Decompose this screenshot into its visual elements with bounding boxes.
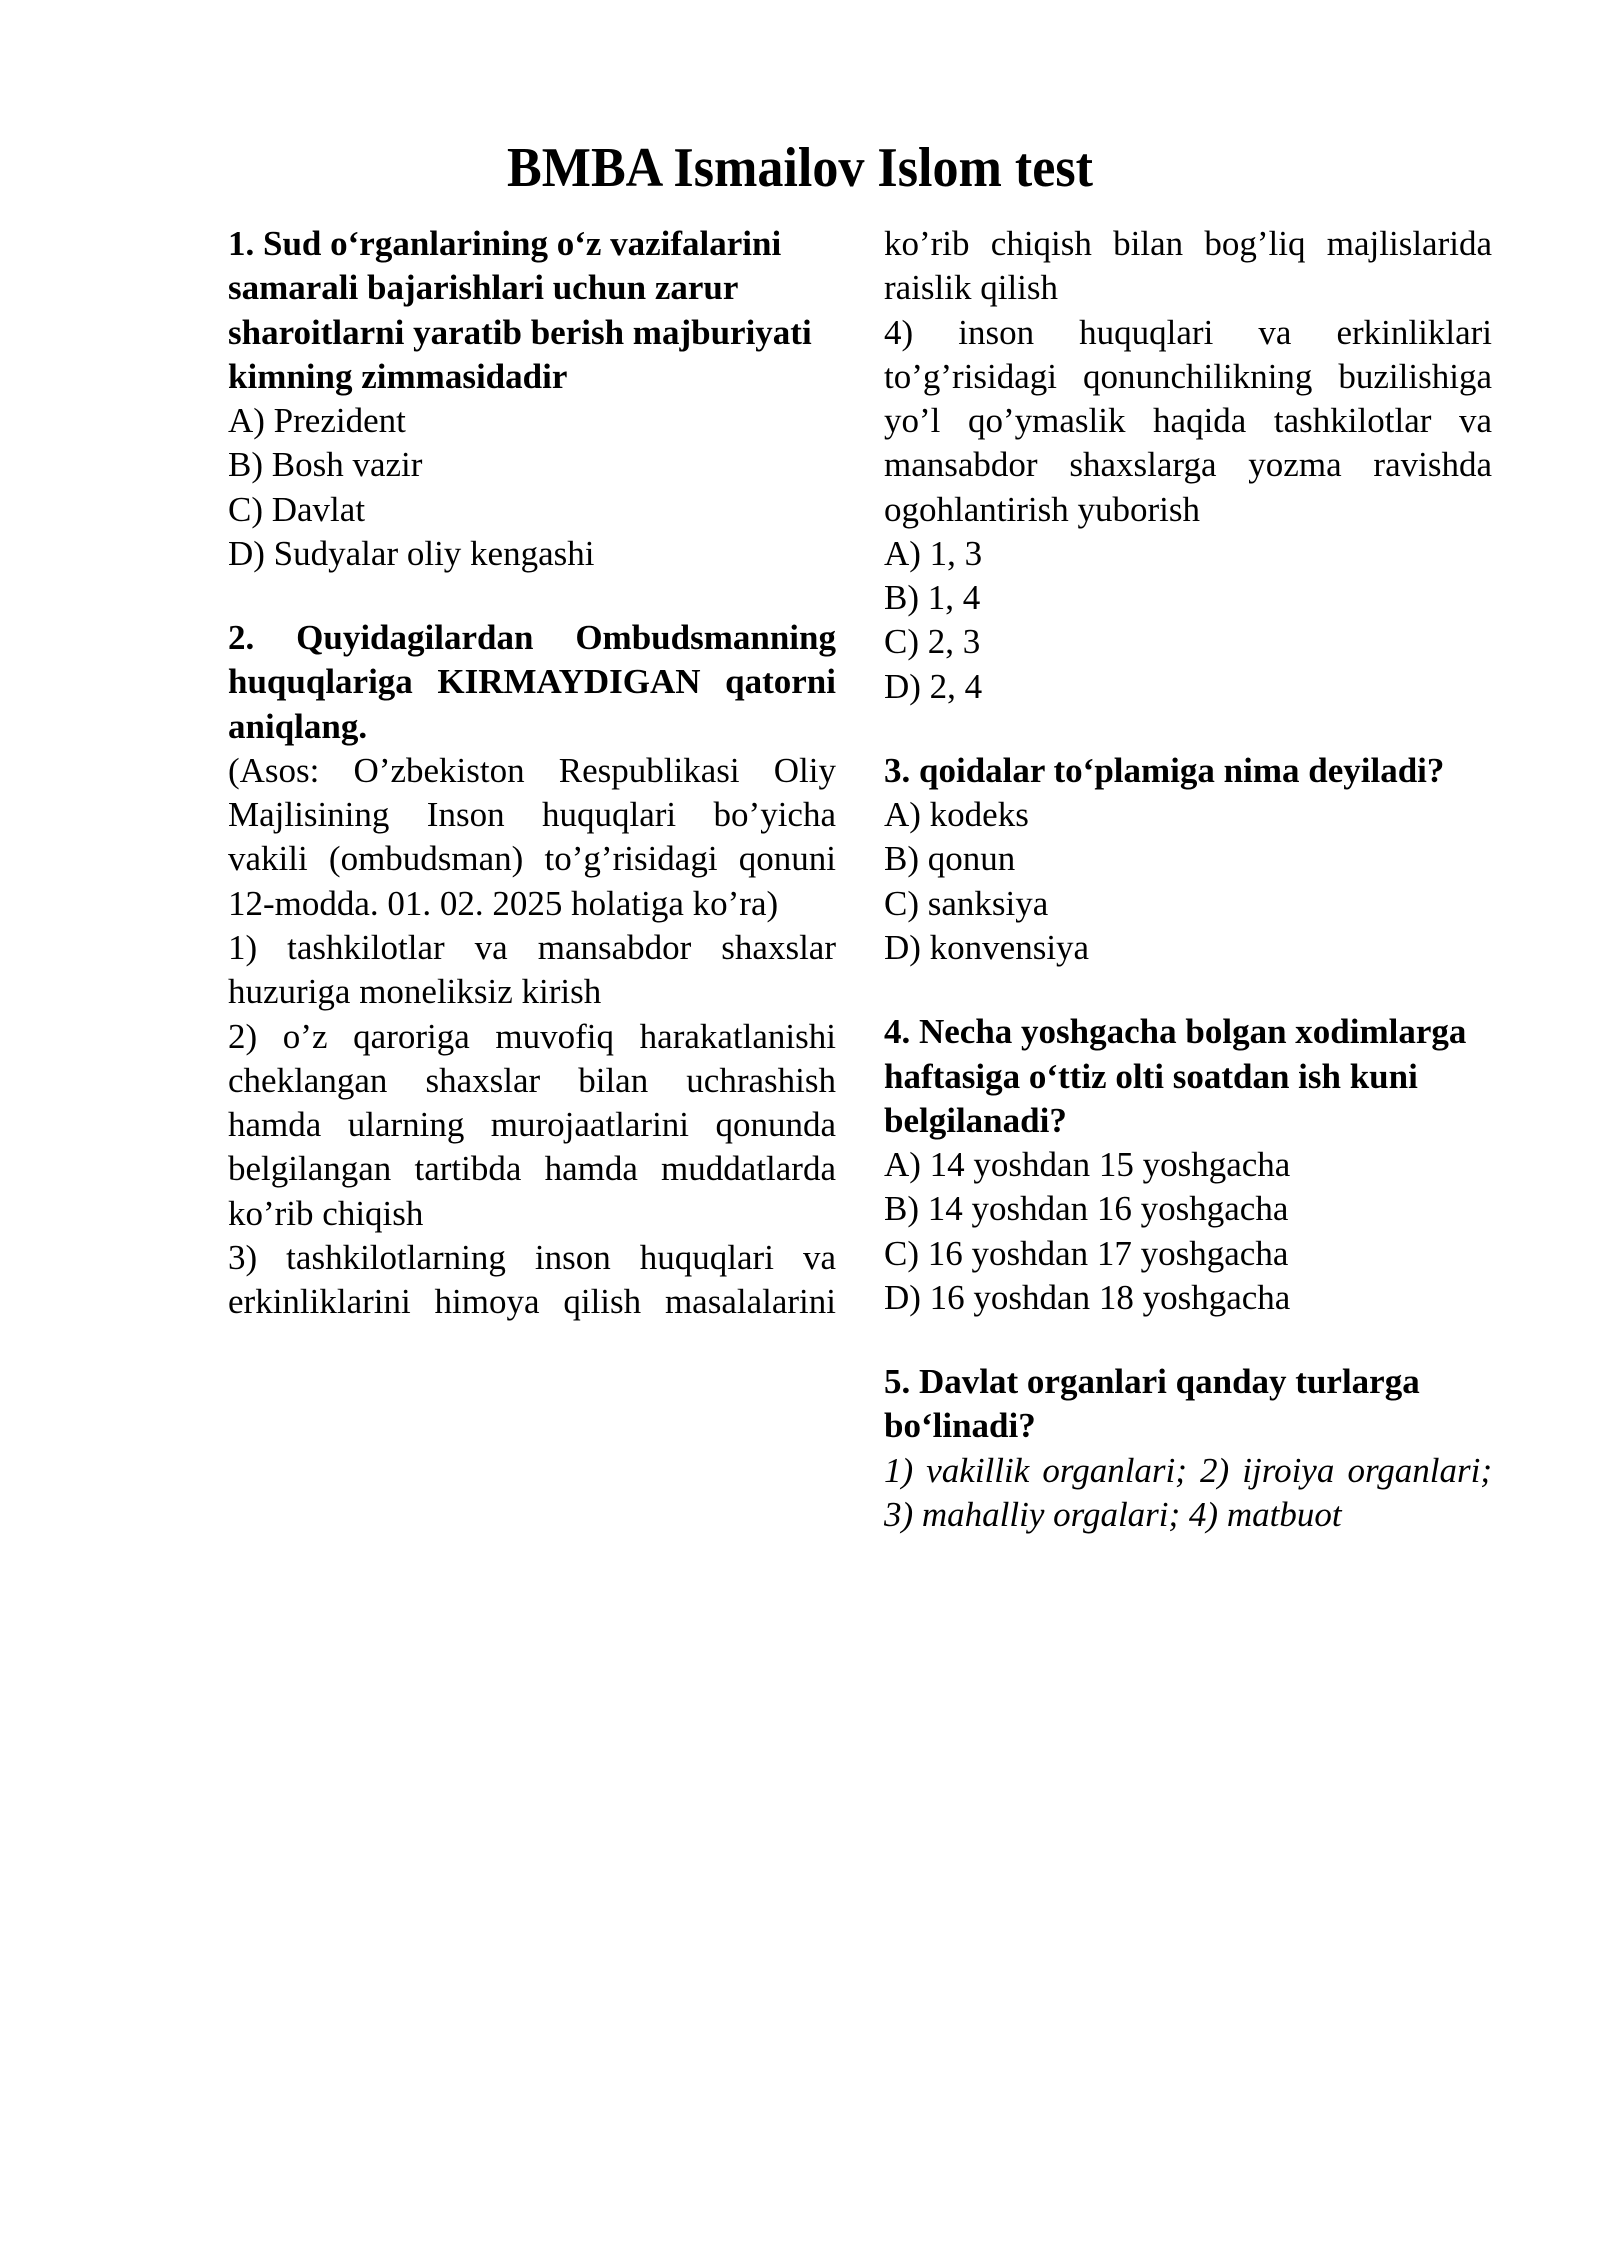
spacer	[884, 1320, 1492, 1360]
question-4-stem: 4. Necha yoshgacha bolgan xodimlarga haftasiga o‘ttiz olti soatdan ish kuni belgilanadi?	[884, 1012, 1467, 1140]
question-2-option-c[interactable]: C) 2, 3	[884, 622, 981, 662]
question-1-option-b[interactable]: B) Bosh vazir	[228, 445, 423, 485]
spacer	[884, 970, 1492, 1010]
question-1-option-c[interactable]: C) Davlat	[228, 489, 366, 529]
question-5-stem: 5. Davlat organlari qanday turlarga bo‘linadi?	[884, 1362, 1420, 1446]
question-4-option-c[interactable]: C) 16 yoshdan 17 yoshgacha	[884, 1233, 1289, 1273]
question-1-block	[228, 222, 836, 576]
question-2-item-4: 4) inson huquqlari va erkinliklari to’g’risidagi qonunchilikning buzilishiga yo’l qo’ymaslik haqida tashkilotlar va mansabdor shaxslarga yozma ravishda ogohlantirish yuborish	[884, 312, 1492, 529]
question-2-item-3-head: 3) tashkilotlarning inson huquqlari va erkinliklarini himoya qilish masalalarini	[228, 1237, 836, 1322]
page-title: BMBA Ismailov Islom test	[507, 137, 1093, 199]
left-column	[228, 222, 836, 1324]
question-2-item-2: 2) o’z qaroriga muvofiq harakatlanishi cheklangan shaxslar bilan uchrashish hamda ularning murojaatlarini qonunda belgilangan tartibda hamda muddatlarda ko’rib chiqish	[228, 1016, 836, 1233]
question-4-option-b[interactable]: B) 14 yoshdan 16 yoshgacha	[884, 1189, 1289, 1229]
question-2-option-b[interactable]: B) 1, 4	[884, 578, 981, 618]
question-1-stem: 1. Sud o‘rganlarining o‘z vazifalarini samarali bajarishlari uchun zarur sharoitlarni yaratib berish majburiyati kimning zimmasidadir	[228, 224, 812, 396]
question-2-source-note: (Asos: O’zbekiston Respublikasi Oliy Majlisining Inson huquqlari bo’yicha vakili (ombudsman) to’g’risidagi qonuni 12-modda. 01. 02. 2025 holatiga ko’ra)	[228, 750, 836, 923]
question-2-option-d[interactable]: D) 2, 4	[884, 666, 983, 706]
question-1-option-d[interactable]: D) Sudyalar oliy kengashi	[228, 533, 595, 573]
question-3-option-c[interactable]: C) sanksiya	[884, 883, 1049, 923]
question-3-option-a[interactable]: A) kodeks	[884, 795, 1029, 835]
question-3-option-d[interactable]: D) konvensiya	[884, 927, 1090, 967]
question-2-option-a[interactable]: A) 1, 3	[884, 533, 983, 573]
question-2-item-1: 1) tashkilotlar va mansabdor shaxslar huzuriga moneliksiz kirish	[228, 927, 836, 1012]
question-3-block	[884, 749, 1492, 970]
question-3-option-b[interactable]: B) qonun	[884, 839, 1016, 879]
question-4-option-d[interactable]: D) 16 yoshdan 18 yoshgacha	[884, 1277, 1291, 1317]
question-5-answer: 1) vakillik organlari; 2) ijroiya organlari; 3) mahalliy orgalari; 4) matbuot	[884, 1450, 1492, 1534]
question-2-stem: 2. Quyidagilardan Ombudsmanning huquqlariga KIRMAYDIGAN qatorni aniqlang.	[228, 618, 836, 746]
question-5-block	[884, 1360, 1492, 1537]
spacer	[228, 576, 836, 616]
question-4-block	[884, 1010, 1492, 1320]
question-2-continued-block	[884, 222, 1492, 709]
question-3-stem: 3. qoidalar to‘plamiga nima deyiladi?	[884, 750, 1445, 790]
question-2-block	[228, 616, 836, 1324]
question-2-item-3-tail: ko’rib chiqish bilan bog’liq majlislarida raislik qilish	[884, 224, 1492, 308]
question-4-option-a[interactable]: A) 14 yoshdan 15 yoshgacha	[884, 1145, 1291, 1185]
right-column	[884, 222, 1492, 1537]
question-1-option-a[interactable]: A) Prezident	[228, 401, 406, 441]
spacer	[884, 709, 1492, 749]
two-column-body	[0, 222, 1600, 1537]
